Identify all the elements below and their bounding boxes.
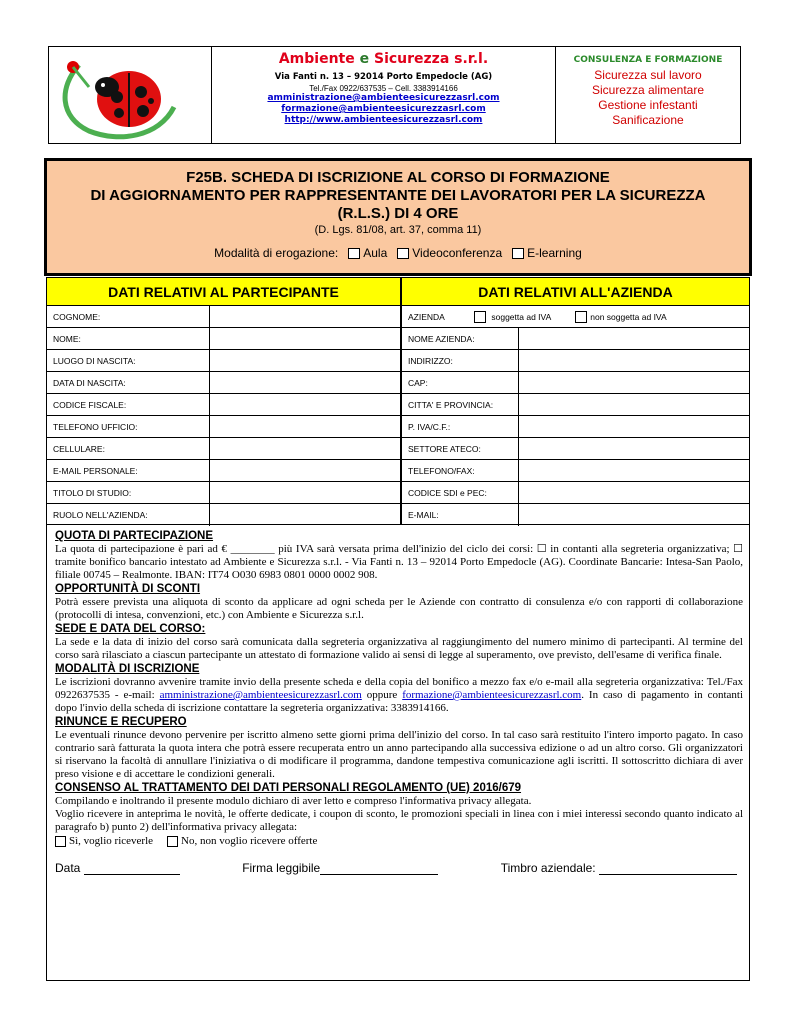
field-label: RUOLO NELL'AZIENDA: xyxy=(47,504,210,526)
education-input[interactable] xyxy=(210,482,400,503)
mode-aula-checkbox[interactable] xyxy=(348,248,360,259)
marketing-text: Voglio ricevere in anteprima le novità, le offerte dedicate, i coupon di sconto, le promozioni speciali in linea con i miei interessi secondo quanto indicato al paragrafo b) punto 2) dell'informativa privacy allegata: xyxy=(55,808,743,833)
company-name-input[interactable] xyxy=(519,328,749,349)
marketing-consent xyxy=(55,835,743,848)
company-row xyxy=(402,504,749,526)
field-label: CITTA' E PROVINCIA: xyxy=(402,394,519,415)
venue-text: La sede e la data di inizio del corso sarà comunicata dalla segreteria organizzativa al raggiungimento del numero minimo di partecipanti. Al termine del corso sarà rilasciato a ciascun partecipante un attestato di formazione valido ai sensi di legge al superamento, ove previsto, dell'esame di verifica finale. xyxy=(55,636,743,661)
stamp-line[interactable] xyxy=(599,874,737,875)
field-label: CAP: xyxy=(402,372,519,393)
participant-row xyxy=(47,460,400,482)
form-title-line-3: (R.L.S.) DI 4 ORE xyxy=(337,205,459,222)
service-item: Gestione infestanti xyxy=(598,98,698,112)
consent-no-option[interactable]: No, non voglio ricevere offerte xyxy=(167,835,317,848)
company-phone-input[interactable] xyxy=(519,460,749,481)
form-title-line-2: DI AGGIORNAMENTO PER RAPPRESENTANTE DEI LAVORATORI PER LA SICUREZZA xyxy=(90,187,706,204)
ateco-sector-input[interactable] xyxy=(519,438,749,459)
mode-elearning-checkbox[interactable] xyxy=(512,248,524,259)
field-label: E-MAIL: xyxy=(402,504,519,526)
office-phone-input[interactable] xyxy=(210,416,400,437)
company-row xyxy=(402,350,749,372)
field-label: P. IVA/C.F.: xyxy=(402,416,519,437)
consulting-title: CONSULENZA E FORMAZIONE xyxy=(573,55,723,65)
venue-heading: SEDE E DATA DEL CORSO: xyxy=(55,623,206,635)
birthdate-input[interactable] xyxy=(210,372,400,393)
mode-video-option[interactable]: Videoconferenza xyxy=(397,246,502,260)
signature-line[interactable] xyxy=(320,874,438,875)
mode-elearning-option[interactable]: E-learning xyxy=(512,246,582,260)
privacy-text: Compilando e inoltrando il presente modulo dichiaro di aver letto e compreso l'informativa privacy allegata. xyxy=(55,795,532,807)
surname-input[interactable] xyxy=(210,306,400,327)
vat-subject-option[interactable]: soggetta ad IVA xyxy=(474,311,551,323)
company-row xyxy=(402,394,749,416)
field-label: E-MAIL PERSONALE: xyxy=(47,460,210,481)
training-email-link[interactable]: formazione@ambienteesicurezzasrl.com xyxy=(402,689,582,701)
consent-no-checkbox[interactable] xyxy=(167,836,178,847)
company-section xyxy=(400,278,749,524)
vat-status-row xyxy=(402,306,749,328)
email-training-link[interactable]: formazione@ambienteesicurezzasrl.com xyxy=(281,104,486,114)
participant-row xyxy=(47,438,400,460)
admin-email-link[interactable]: amministrazione@ambienteesicurezzasrl.com xyxy=(159,689,362,701)
field-label: LUOGO DI NASCITA: xyxy=(47,350,210,371)
field-label: INDIRIZZO: xyxy=(402,350,519,371)
logo-area xyxy=(49,47,212,143)
participant-row xyxy=(47,394,400,416)
participant-section xyxy=(47,278,400,524)
enrollment-text: Le iscrizioni dovranno avvenire tramite invio della presente scheda e della copia del bonifico a mezzo fax e/o e-mail alla segreteria organizzativa: Tel./Fax 0922637535 - e-mail: amministrazione@ambienteesicurezzasrl.com oppure formazione@ambienteesicurezzasrl.com. In caso di pagamento in contanti dopo l'invio della scheda di iscrizione contattare la segreteria organizzativa: 3383914166. xyxy=(55,676,744,714)
field-label: TELEFONO UFFICIO: xyxy=(47,416,210,437)
fiscal-code-input[interactable] xyxy=(210,394,400,415)
fee-heading: QUOTA DI PARTECIPAZIONE xyxy=(55,530,214,542)
delivery-mode-label: Modalità di erogazione: xyxy=(214,246,339,260)
company-phone: Tel./Fax 0922/637535 – Cell. 3383914166 xyxy=(309,84,458,93)
field-label: CODICE FISCALE: xyxy=(47,394,210,415)
mode-video-checkbox[interactable] xyxy=(397,248,409,259)
consent-yes-option[interactable]: Sì, voglio riceverle xyxy=(55,835,153,848)
mode-aula-option[interactable]: Aula xyxy=(348,246,387,260)
letterhead xyxy=(48,46,741,144)
signature-field[interactable]: Firma leggibile xyxy=(242,862,438,875)
role-input[interactable] xyxy=(210,504,400,526)
service-item: Sicurezza alimentare xyxy=(591,83,705,97)
vat-number-input[interactable] xyxy=(519,416,749,437)
vat-exempt-option[interactable]: non soggetta ad IVA xyxy=(575,311,666,323)
address-input[interactable] xyxy=(519,350,749,371)
discount-heading: OPPORTUNITÀ DI SCONTI xyxy=(55,583,201,595)
company-row xyxy=(402,460,749,482)
privacy-heading: CONSENSO AL TRATTAMENTO DEI DATI PERSONALI REGOLAMENTO (UE) 2016/679 xyxy=(55,782,522,794)
company-address: Via Fanti n. 13 – 92014 Porto Empedocle (AG) xyxy=(274,72,493,82)
field-label: COGNOME: xyxy=(47,306,210,327)
cancellation-heading: RINUNCE E RECUPERO xyxy=(55,716,187,728)
company-info xyxy=(212,47,556,143)
participant-heading: DATI RELATIVI AL PARTECIPANTE xyxy=(47,278,400,306)
field-label: DATA DI NASCITA: xyxy=(47,372,210,393)
consent-yes-checkbox[interactable] xyxy=(55,836,66,847)
date-line[interactable] xyxy=(84,874,180,875)
field-label: TELEFONO/FAX: xyxy=(402,460,519,481)
personal-email-input[interactable] xyxy=(210,460,400,481)
birthplace-input[interactable] xyxy=(210,350,400,371)
participant-row xyxy=(47,306,400,328)
cancellation-text: Le eventuali rinunce devono pervenire per iscritto almeno sette giorni prima dell'inizio del corso. In tal caso sarà restituito l'intero importo pagato. In caso contrario sarà fatturata la quota intera che potrà essere recuperata entro un anno partecipando alla successiva edizione o ad un altro corso. Gli organizzatori si riservano la facoltà di annullare l'iniziativa o di modificare il programma, dandone tempestiva comunicazione agli iscritti. Il sottoscritto dichiara di aver preso visione e di accettare le condizioni generali. xyxy=(55,729,743,780)
company-name: Ambiente e Sicurezza s.r.l. xyxy=(278,51,489,67)
company-email-input[interactable] xyxy=(519,504,749,526)
company-heading: DATI RELATIVI ALL'AZIENDA xyxy=(402,278,749,306)
consulting-services xyxy=(556,47,740,143)
participant-row xyxy=(47,372,400,394)
email-admin-link[interactable]: amministrazione@ambienteesicurezzasrl.com xyxy=(267,93,500,103)
participant-row xyxy=(47,504,400,526)
form-subtitle: (D. Lgs. 81/08, art. 37, comma 11) xyxy=(314,224,482,236)
participant-row xyxy=(47,482,400,504)
cap-input[interactable] xyxy=(519,372,749,393)
signature-row xyxy=(55,862,743,875)
service-item: Sicurezza sul lavoro xyxy=(594,68,702,82)
form-title-box xyxy=(44,158,752,276)
form-title-line-1: F25B. SCHEDA DI ISCRIZIONE AL CORSO DI FORMAZIONE xyxy=(186,169,610,186)
registration-table xyxy=(46,277,750,525)
stamp-field[interactable]: Timbro aziendale: xyxy=(501,862,737,875)
terms-section xyxy=(46,525,750,981)
field-label: NOME AZIENDA: xyxy=(402,328,519,349)
service-item: Sanificazione xyxy=(612,113,684,127)
name-input[interactable] xyxy=(210,328,400,349)
participant-row xyxy=(47,328,400,350)
date-field[interactable]: Data xyxy=(55,862,180,875)
azienda-label: AZIENDA xyxy=(408,311,445,322)
ladybug-logo-icon xyxy=(49,47,212,145)
field-label: CELLULARE: xyxy=(47,438,210,459)
discount-text: Potrà essere prevista una aliquota di sconto da applicare ad ogni scheda per le Aziende con contratto di consulenza e/o con rapporti di collaborazione (protocolli di intesa, convenzioni, etc.) con Ambiente e Sicurezza s.r.l. xyxy=(55,596,743,621)
city-province-input[interactable] xyxy=(519,394,749,415)
website-link[interactable]: http://www.ambienteesicurezzasrl.com xyxy=(284,115,483,125)
participant-row xyxy=(47,350,400,372)
participant-row xyxy=(47,416,400,438)
company-row xyxy=(402,328,749,350)
sdi-pec-input[interactable] xyxy=(519,482,749,503)
field-label: TITOLO DI STUDIO: xyxy=(47,482,210,503)
field-label: SETTORE ATECO: xyxy=(402,438,519,459)
fee-text: La quota di partecipazione è pari ad € ________ più IVA sarà versata prima dell'inizio del ciclo dei corsi: ☐ in contanti alla segreteria organizzativa; ☐ tramite bonifico bancario intestato ad Ambiente e Sicurezza s.r.l. - Via Fanti n. 13 – 92014 Porto Empedocle (AG). Coordinate Bancarie: Intesa-San Paolo, filiale 00745 – Realmonte. IBAN: IT74 O030 6983 0801 0000 0002 908. xyxy=(55,543,743,581)
field-label: NOME: xyxy=(47,328,210,349)
enrollment-heading: MODALITÀ DI ISCRIZIONE xyxy=(55,663,200,675)
vat-exempt-checkbox[interactable] xyxy=(575,311,587,323)
company-row xyxy=(402,482,749,504)
company-row xyxy=(402,416,749,438)
company-row xyxy=(402,372,749,394)
mobile-input[interactable] xyxy=(210,438,400,459)
delivery-mode xyxy=(47,246,749,260)
field-label: CODICE SDI e PEC: xyxy=(402,482,519,503)
vat-subject-checkbox[interactable] xyxy=(474,311,486,323)
company-row xyxy=(402,438,749,460)
